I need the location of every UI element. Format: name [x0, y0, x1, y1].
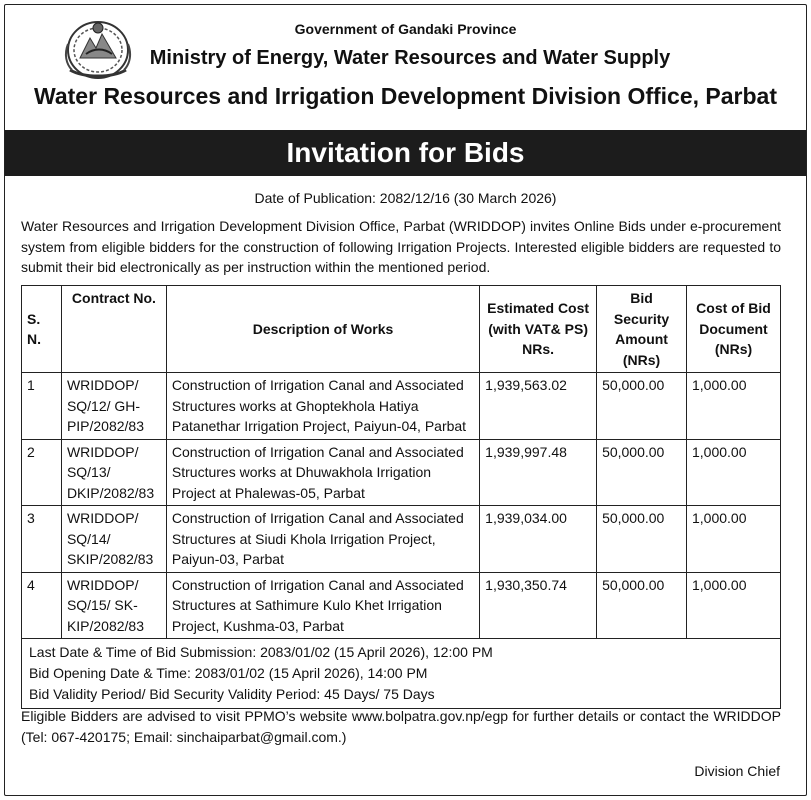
header-contract: Contract No. [61, 286, 166, 373]
header-cost: Estimated Cost (with VAT& PS) NRs. [480, 286, 597, 373]
row-cost: 1,939,034.00 [480, 506, 597, 573]
advice-paragraph: Eligible Bidders are advised to visit PPMO’s website www.bolpatra.gov.np/egp for further details or contact the WRIDDOP (Tel: 067-420175; Email: sinchaiparbat@gmail.com.) [21, 708, 781, 745]
row-contract: WRIDDOP/ SQ/14/ SKIP/2082/83 [61, 506, 166, 573]
header-doc-cost: Cost of Bid Document (NRs) [687, 286, 781, 373]
row-security: 50,000.00 [597, 439, 687, 506]
row-sn: 1 [22, 373, 62, 440]
row-cost: 1,930,350.74 [480, 572, 597, 639]
validity-period: Bid Validity Period/ Bid Security Validity Period: 45 Days/ 75 Days [29, 686, 435, 702]
invitation-banner: Invitation for Bids [5, 130, 806, 176]
header-sn: S. N. [22, 286, 62, 373]
publication-date: Date of Publication: 2082/12/16 (30 March 2026) [254, 190, 557, 206]
row-contract: WRIDDOP/ SQ/12/ GH-PIP/2082/83 [61, 373, 166, 440]
table-row [22, 439, 781, 506]
office-name: Water Resources and Irrigation Development Division Office, Parbat [34, 83, 777, 109]
submission-deadline: Last Date & Time of Bid Submission: 2083/01/02 (15 April 2026), 12:00 PM [29, 644, 493, 660]
bids-table [21, 285, 781, 709]
table-row [22, 506, 781, 573]
row-description: Construction of Irrigation Canal and Associated Structures at Siudi Khola Irrigation Project, Paiyun-03, Parbat [166, 506, 479, 573]
row-description: Construction of Irrigation Canal and Associated Structures at Sathimure Kulo Khet Irrigation Project, Kushma-03, Parbat [166, 572, 479, 639]
row-contract: WRIDDOP/ SQ/15/ SK-KIP/2082/83 [61, 572, 166, 639]
government-name: Government of Gandaki Province [294, 21, 517, 37]
row-sn: 3 [22, 506, 62, 573]
bid-schedule [22, 639, 781, 709]
table-header-row [22, 286, 781, 373]
row-description: Construction of Irrigation Canal and Associated Structures works at Ghoptekhola Hatiya Patanethar Irrigation Project, Paiyun-04, Parbat [166, 373, 479, 440]
ministry-name: Ministry of Energy, Water Resources and Water Supply [149, 47, 671, 69]
row-contract: WRIDDOP/ SQ/13/ DKIP/2082/83 [61, 439, 166, 506]
intro-paragraph: Water Resources and Irrigation Development Division Office, Parbat (WRIDDOP) invites Online Bids under e-procurement system from eligible bidders for the construction of following Irrigation Projects. Interested eligible bidders are requested to submit their bid electronically as per instruction within the mentioned period. [21, 218, 781, 275]
table-row [22, 373, 781, 440]
row-security: 50,000.00 [597, 506, 687, 573]
table-footer-row [22, 639, 781, 709]
row-sn: 4 [22, 572, 62, 639]
row-cost: 1,939,563.02 [480, 373, 597, 440]
opening-date: Bid Opening Date & Time: 2083/01/02 (15 April 2026), 14:00 PM [29, 665, 428, 681]
row-cost: 1,939,997.48 [480, 439, 597, 506]
row-description: Construction of Irrigation Canal and Associated Structures works at Dhuwakhola Irrigation Project at Phalewas-05, Parbat [166, 439, 479, 506]
signoff: Division Chief [694, 763, 780, 779]
header-description: Description of Works [166, 286, 479, 373]
row-security: 50,000.00 [597, 373, 687, 440]
row-doc-cost: 1,000.00 [687, 373, 781, 440]
row-sn: 2 [22, 439, 62, 506]
header-security: Bid Security Amount (NRs) [597, 286, 687, 373]
row-doc-cost: 1,000.00 [687, 439, 781, 506]
row-doc-cost: 1,000.00 [687, 506, 781, 573]
table-row [22, 572, 781, 639]
row-security: 50,000.00 [597, 572, 687, 639]
row-doc-cost: 1,000.00 [687, 572, 781, 639]
